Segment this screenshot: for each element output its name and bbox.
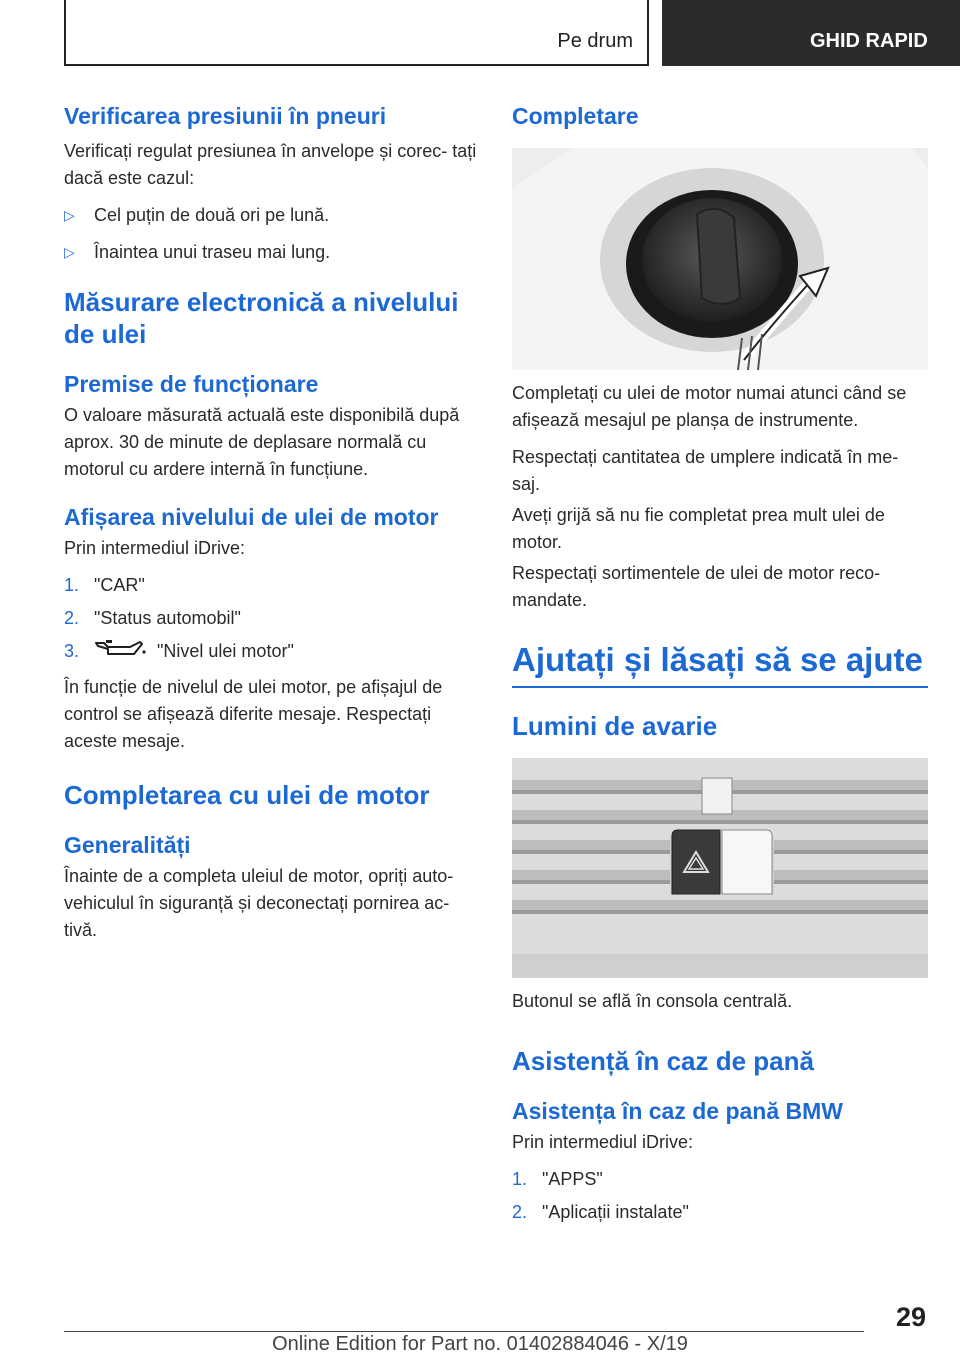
bmw-step-1: 1. "APPS" xyxy=(512,1169,603,1189)
hazard-text: Butonul se află în consola centrală. xyxy=(512,991,793,1011)
refill-heading: Completarea cu ulei de motor xyxy=(64,780,430,811)
oil-measurement-heading: Măsurare electronică a nivelului de ulei xyxy=(64,287,459,349)
pressure-text: Verificați regulat presiunea în anvelope și corec- tați dacă este cazul: xyxy=(64,141,477,188)
complete-p2: Respectați cantitatea de umplere indicată în me- saj. xyxy=(512,447,899,494)
pressure-heading: Verificarea presiunii în pneuri xyxy=(64,103,387,129)
left-column xyxy=(64,100,478,944)
display-step-1: 1. "CAR" xyxy=(64,575,145,595)
breakdown-heading: Asistență în caz de pană xyxy=(512,1046,814,1076)
general-text: Înainte de a completa uleiul de motor, opriți auto- vehiculul în siguranță și deconectați pornirea ac- tivă. xyxy=(64,866,454,941)
oil-can-icon xyxy=(94,638,146,666)
help-heading-rule xyxy=(512,686,928,688)
header-section-label: Pe drum xyxy=(557,30,633,52)
triangle-bullet-icon: ▷ xyxy=(64,207,75,223)
bmw-assist-heading: Asistența în caz de pană BMW xyxy=(512,1098,844,1124)
bmw-step-2: 2. "Aplicații instalate" xyxy=(512,1202,689,1222)
oil-filler-cap-image xyxy=(512,148,928,370)
header-guide-tab[interactable] xyxy=(662,0,960,66)
page-number: 29 xyxy=(895,1302,926,1332)
display-text: În funcție de nivelul de ulei motor, pe afișajul de control se afișează diferite mesaje. Respectați aceste mesaje. xyxy=(64,677,443,752)
help-heading: Ajutați și lăsați să se ajute xyxy=(512,641,923,678)
header-section-box xyxy=(64,0,649,66)
complete-heading: Completare xyxy=(512,103,639,129)
triangle-bullet-icon: ▷ xyxy=(64,244,75,260)
complete-p1: Completați cu ulei de motor numai atunci când se afișează mesajul pe planșa de instrumente. xyxy=(512,383,907,430)
footer-edition: Online Edition for Part no. 01402884046 - X/19 xyxy=(272,1333,688,1355)
footer-rule xyxy=(64,1331,864,1332)
complete-p4: Respectați sortimentele de ulei de motor reco- mandate. xyxy=(512,563,881,610)
general-heading: Generalități xyxy=(64,832,191,859)
display-heading: Afișarea nivelului de ulei de motor xyxy=(64,504,439,530)
display-step-2: 2. "Status automobil" xyxy=(64,608,241,628)
premise-heading: Premise de funcționare xyxy=(64,371,319,397)
right-column xyxy=(512,100,928,1226)
pressure-bullet-2: ▷ Înaintea unui traseu mai lung. xyxy=(64,239,478,266)
hazard-heading: Lumini de avarie xyxy=(512,711,718,741)
hazard-button-image xyxy=(512,758,928,978)
header-guide-label: GHID RAPID xyxy=(810,30,928,52)
display-intro: Prin intermediul iDrive: xyxy=(64,538,246,558)
bmw-intro: Prin intermediul iDrive: xyxy=(512,1132,694,1152)
complete-p3: Aveți grijă să nu fie completat prea mult ulei de motor. xyxy=(512,505,885,552)
display-step-3: 3. "Nivel ulei motor" xyxy=(64,638,478,666)
pressure-bullet-1: ▷ Cel puțin de două ori pe lună. xyxy=(64,202,478,229)
premise-text: O valoare măsurată actuală este disponibilă după aprox. 30 de minute de deplasare normală cu motorul cu ardere internă în funcțiune. xyxy=(64,405,460,479)
